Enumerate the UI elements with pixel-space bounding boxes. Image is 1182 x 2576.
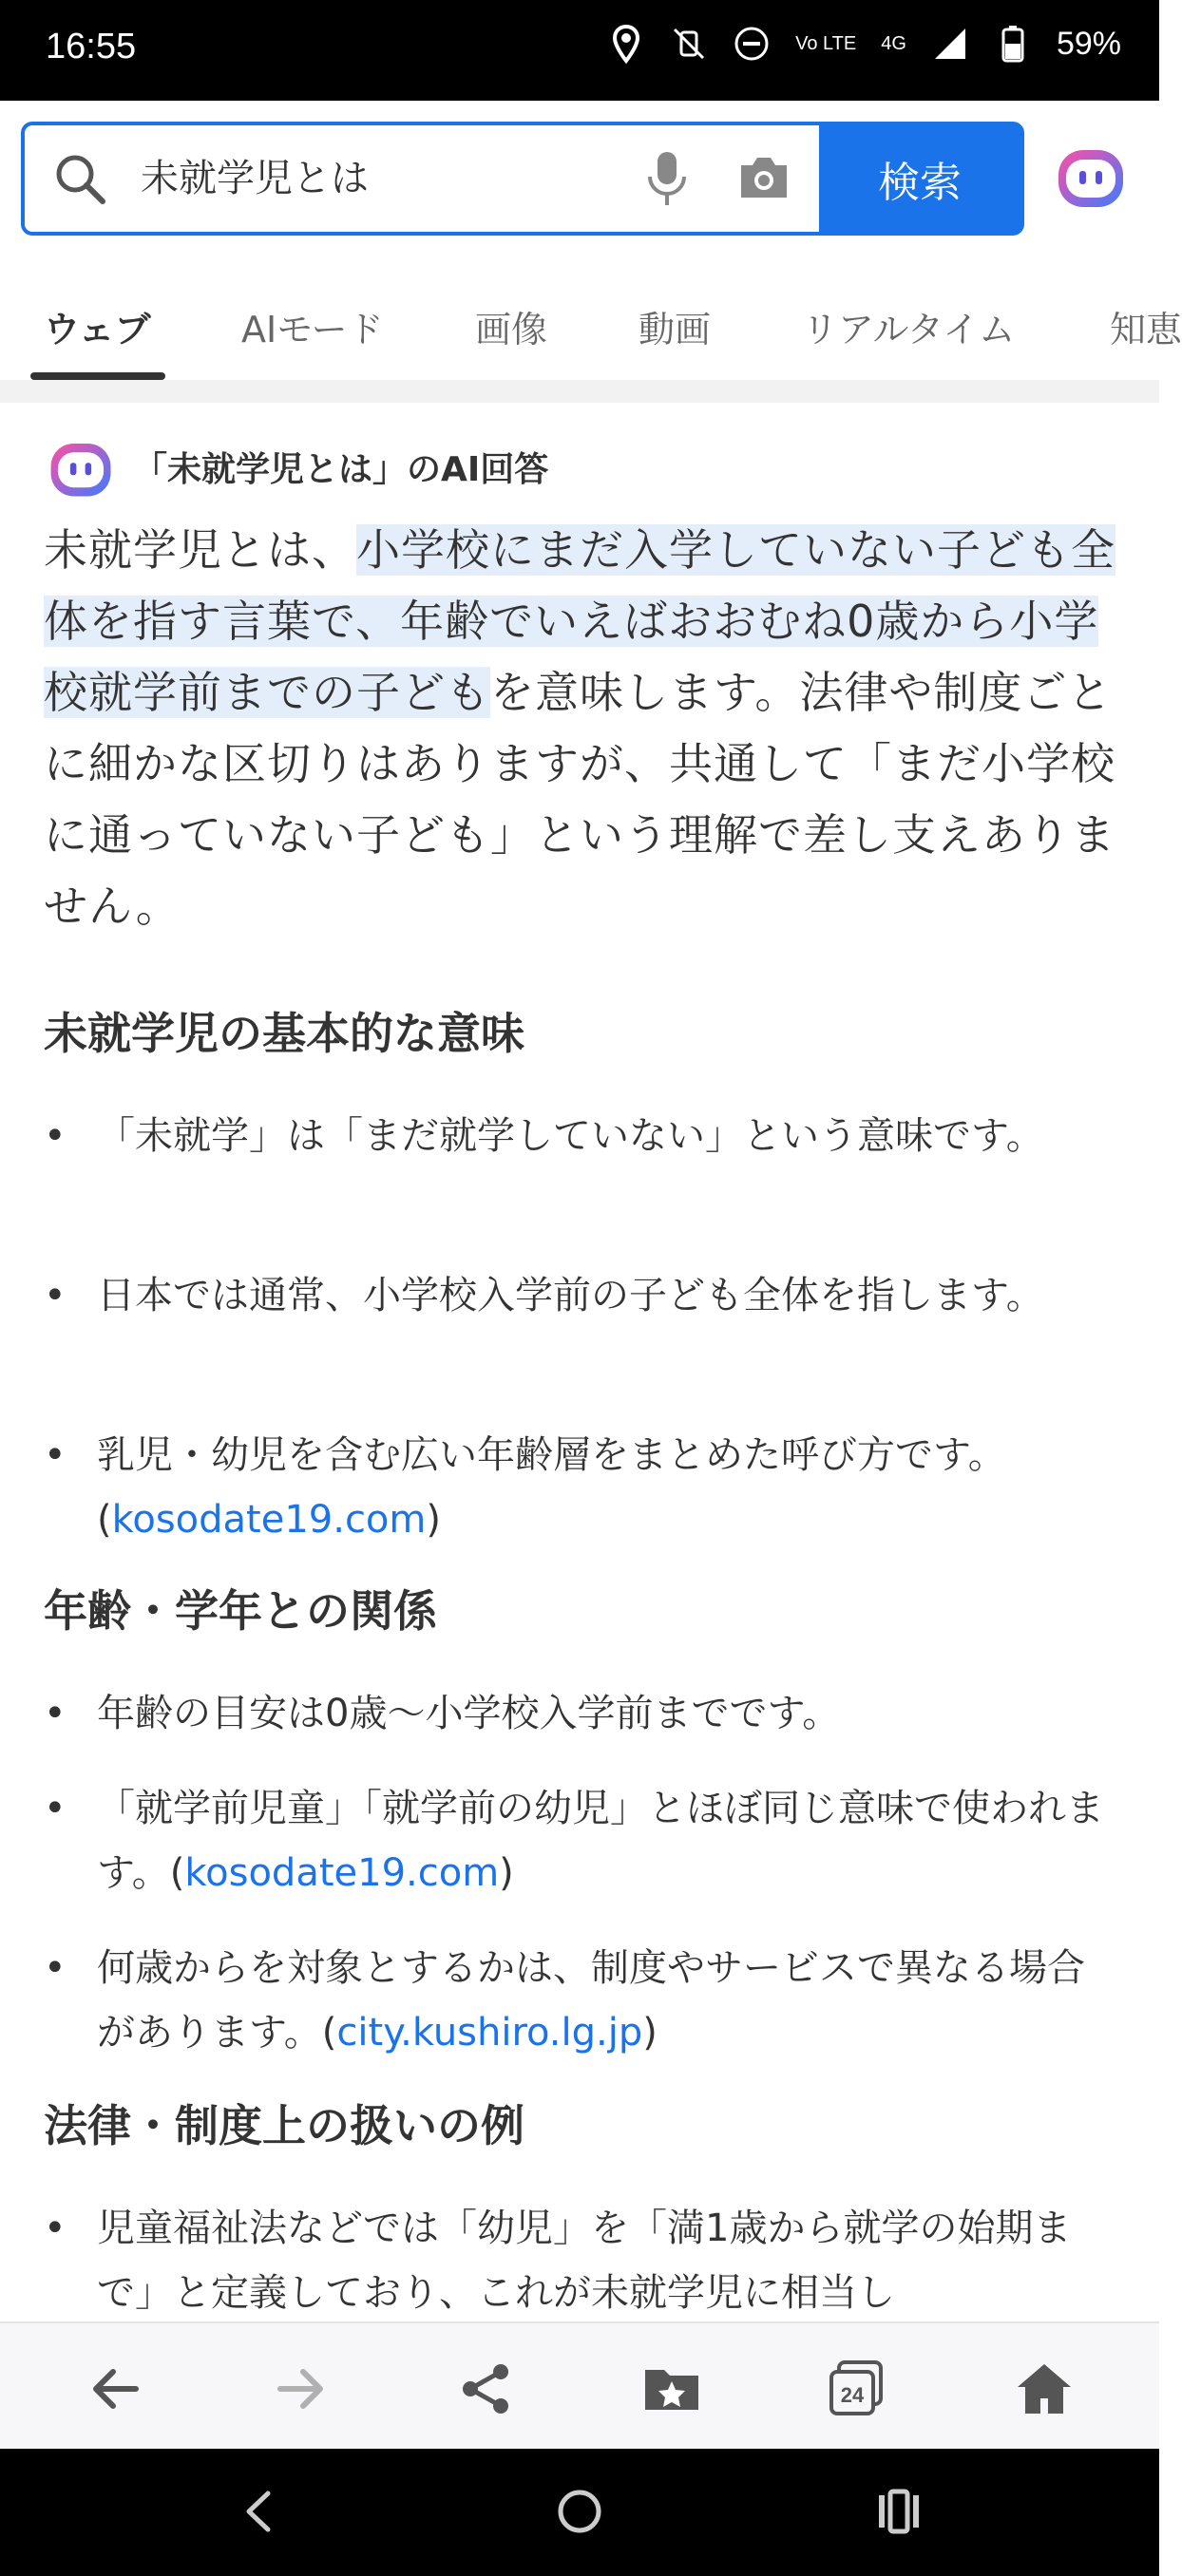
summary-highlight: 小学校にまだ入学していない子ども全体を指す言葉で、年齢でいえばおおむね0歳から小学校就学前までの子ども [44,524,1115,718]
source-link[interactable]: kosodate19.com [111,1498,427,1542]
microphone-icon[interactable] [644,148,690,209]
tab-web[interactable]: ウェブ [44,309,151,350]
list-item: • 年齢の目安は0歳〜小学校入学前までです。 [44,1692,841,1735]
summary-text-before: 未就学児とは、 [44,524,356,576]
forward-arrow-icon[interactable] [268,2356,334,2422]
status-bar [0,0,1159,101]
network-4g-label: 4G [881,33,906,54]
ai-answer-summary [44,515,1117,942]
search-tabs [0,281,1182,383]
ai-answer-panel [0,403,1159,2321]
source-link[interactable]: kosodate19.com [184,1851,500,1895]
search-icon [51,150,108,207]
tabs-count: 24 [840,2383,865,2407]
tab-realtime[interactable]: リアルタイム [802,309,1016,350]
section-heading: 年齢・学年との関係 [44,1585,437,1637]
list-item: • 何歳からを対象とするかは、制度やサービスで異なる場合があります。(city.kushiro.lg.jp) [44,1946,1085,2055]
battery-icon [994,25,1032,63]
share-icon[interactable] [452,2356,519,2422]
list-item: • 児童福祉法などでは「幼児」を「満1歳から就学の始期まで」と定義しており、これが未就学児に相当し [44,2207,1072,2315]
divider [0,380,1159,403]
list-item: • 「未就学」は「まだ就学していない」という意味です。 [44,1114,1044,1158]
bookmark-folder-icon[interactable] [639,2356,705,2422]
tab-ai-mode[interactable]: AIモード [241,309,384,350]
clock: 16:55 [46,27,137,66]
system-recents-icon[interactable] [870,2483,927,2540]
assistant-bot-icon[interactable] [1053,137,1129,213]
list-item: • 日本では通常、小学校入学前の子ども全体を指します。 [44,1274,1044,1317]
summary-text-after: を意味します。法律や制度ごとに細かな区切りはありますが、共通して「まだ小学校に通っていない子ども」という理解で差し支えありません。 [44,667,1115,932]
volte-label: Vo LTE [795,33,857,54]
search-header [0,101,1159,243]
search-button[interactable]: 検索 [819,125,1020,232]
search-box[interactable] [21,122,1024,236]
section-heading: 未就学児の基本的な意味 [44,1008,524,1059]
battery-percent: 59% [1056,25,1121,62]
active-tab-indicator [30,372,165,380]
search-input[interactable]: 未就学児とは [141,157,369,200]
source-link[interactable]: city.kushiro.lg.jp [336,2011,643,2055]
ai-answer-title: 「未就学児とは」のAI回答 [133,449,549,489]
system-back-icon[interactable] [230,2483,287,2540]
home-icon[interactable] [1011,2356,1077,2422]
tab-videos[interactable]: 動画 [639,309,712,350]
list-item: • 「就学前児童」「就学前の幼児」とほぼ同じ意味で使われます。(kosodate19.com) [44,1787,1104,1895]
signal-icon [931,25,969,63]
system-navigation-bar [0,2449,1159,2576]
ai-answer-header [44,431,548,502]
tab-images[interactable]: 画像 [475,309,548,350]
system-home-icon[interactable] [551,2483,608,2540]
tabs-count-icon[interactable] [823,2356,889,2422]
do-not-disturb-icon [733,25,771,63]
back-arrow-icon[interactable] [82,2356,148,2422]
vibrate-off-icon [670,25,708,63]
camera-icon[interactable] [737,154,791,201]
ai-bot-icon [44,431,118,502]
browser-toolbar [0,2321,1159,2451]
status-icons [607,25,1121,63]
location-icon [607,25,645,63]
section-heading: 法律・制度上の扱いの例 [44,2100,524,2151]
list-item: • 乳児・幼児を含む広い年齢層をまとめた呼び方です。(kosodate19.com) [44,1433,1006,1542]
tab-chiebukuro[interactable]: 知恵 [1110,309,1182,350]
